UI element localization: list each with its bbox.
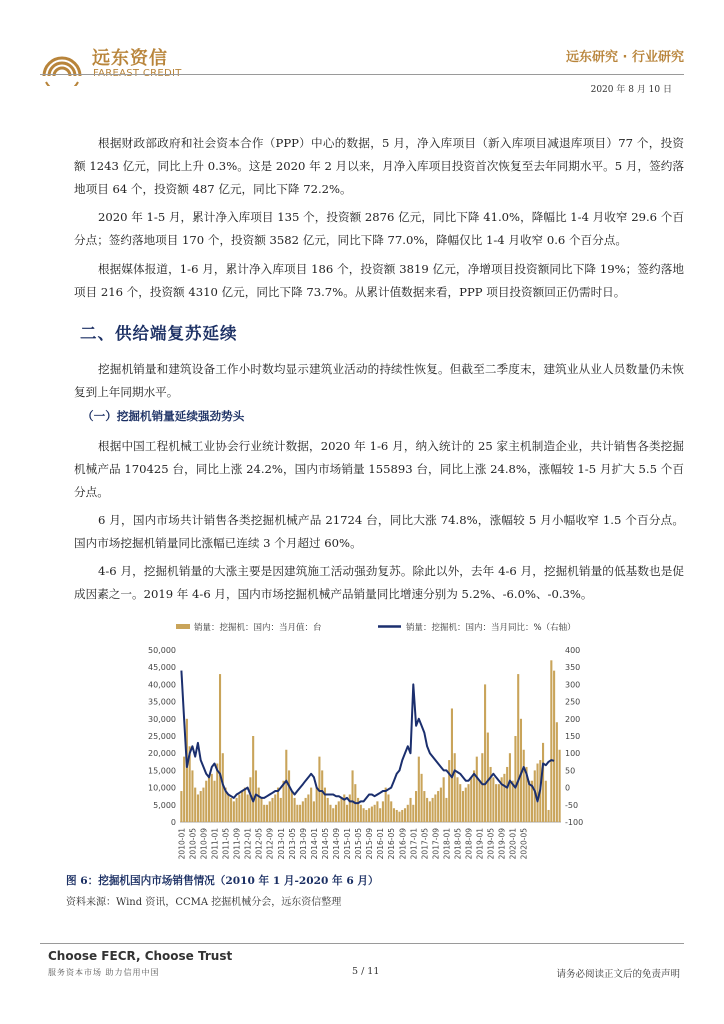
subsection-heading: （一）挖掘机销量延续强劲势头	[82, 409, 245, 423]
logo-text-cn: 远东资信	[92, 48, 168, 69]
bar	[553, 671, 555, 822]
bar	[282, 781, 284, 822]
bar	[514, 736, 516, 822]
bar	[407, 805, 409, 822]
bar	[498, 784, 500, 822]
bar	[249, 777, 251, 822]
header-divider	[40, 74, 684, 75]
bar	[523, 750, 525, 822]
bar	[211, 774, 213, 822]
x-tick-label: 2015-05	[354, 828, 364, 860]
y-left-tick-label: 40,000	[148, 680, 176, 690]
bar	[305, 798, 307, 822]
bar	[484, 684, 486, 822]
x-tick-label: 2015-09	[365, 828, 375, 860]
report-date: 2020 年 8 月 10 日	[590, 85, 672, 95]
bar	[307, 794, 309, 822]
bar	[481, 753, 483, 822]
y-right-tick-label: 150	[565, 732, 581, 741]
bar	[470, 777, 472, 822]
bar	[374, 805, 376, 822]
bar	[332, 808, 334, 822]
bar	[263, 805, 265, 822]
figure-source: 资料来源：Wind 资讯，CCMA 挖掘机械分会，远东资信整理	[66, 897, 342, 908]
bar	[487, 733, 489, 822]
bar	[503, 774, 505, 822]
x-tick-label: 2012-05	[254, 828, 264, 860]
bar	[238, 794, 240, 822]
bar	[548, 810, 550, 822]
bar	[454, 753, 456, 822]
x-tick-label: 2011-01	[210, 828, 220, 860]
bar	[186, 719, 188, 822]
bar	[462, 791, 464, 822]
excavator-sales-chart	[136, 616, 596, 871]
x-tick-label: 2019-01	[475, 828, 485, 860]
bar	[352, 770, 354, 822]
bar	[197, 794, 199, 822]
bar	[227, 794, 229, 822]
bar	[421, 774, 423, 822]
y-left-tick-label: 5,000	[153, 800, 176, 810]
y-right-tick-label: 50	[565, 766, 576, 776]
bar	[252, 736, 254, 822]
bar	[296, 805, 298, 822]
bar	[202, 788, 204, 822]
bar	[393, 808, 395, 822]
bar	[550, 660, 552, 822]
bar	[241, 791, 243, 822]
bar	[379, 808, 381, 822]
legend-bar-label: 销量：挖掘机：国内：当月值：台	[194, 623, 322, 633]
y-right-tick-label: 400	[565, 646, 581, 655]
bar	[274, 794, 276, 822]
x-tick-label: 2014-09	[331, 828, 341, 860]
x-tick-label: 2016-05	[387, 828, 397, 860]
x-tick-label: 2018-09	[464, 828, 474, 860]
x-tick-label: 2020-05	[519, 828, 529, 860]
bar	[233, 801, 235, 822]
bar	[299, 805, 301, 822]
bar	[219, 674, 221, 822]
company-logo-icon	[40, 42, 84, 86]
y-left-tick-label: 0	[170, 818, 176, 827]
bar	[495, 784, 497, 822]
bar	[258, 788, 260, 822]
x-tick-label: 2010-05	[188, 828, 198, 860]
bar	[208, 777, 210, 822]
bar	[329, 805, 331, 822]
bar	[310, 788, 312, 822]
y-right-tick-label: 250	[565, 697, 581, 707]
paragraph-excavator-h1: 根据中国工程机械工业协会行业统计数据，2020 年 1-6 月，纳入统计的 25 家主机制造企业，共计销售各类挖掘机械产品 170425 台，同比上涨 24.2%，国内市场销量 155893 台，同比上涨 24.8%，涨幅较 1-5 月扩大 5.5 个百分点。	[74, 439, 684, 499]
bar	[313, 801, 315, 822]
x-tick-label: 2011-05	[221, 828, 231, 860]
footer-disclaimer: 请务必阅读正文后的免责声明	[556, 969, 680, 980]
bar	[432, 798, 434, 822]
paragraph-excavator-q2: 4-6 月，挖掘机销量的大涨主要是因建筑施工活动强劲复苏。除此以外，去年 4-6 月，挖掘机销量的低基数也是促成因素之一。2019 年 4-6 月，国内市场挖掘机械产品销量同比增速分别为 5.2%、-6.0%、-0.3%。	[74, 564, 684, 601]
bar	[247, 794, 249, 822]
y-left-tick-label: 45,000	[148, 663, 176, 673]
bar	[506, 767, 508, 822]
x-tick-label: 2015-01	[343, 828, 353, 860]
bar	[492, 777, 494, 822]
footer-slogan: Choose FECR, Choose Trust	[48, 949, 233, 963]
x-tick-label: 2017-05	[420, 828, 430, 860]
x-tick-label: 2013-09	[298, 828, 308, 860]
bar	[445, 798, 447, 822]
paragraph-ppp-jan-jun: 根据媒体报道，1-6 月，累计净入库项目 186 个，投资额 3819 亿元，净增项目投资额同比下降 19%；签约落地项目 216 个，投资额 4310 亿元，同比下降 73.7%。从累计值数据来看，PPP 项目投资额回正仍需时日。	[74, 262, 684, 299]
bar	[423, 791, 425, 822]
paragraph-ppp-jan-may: 2020 年 1-5 月，累计净入库项目 135 个，投资额 2876 亿元，同比下降 41.0%，降幅比 1-4 月收窄 29.6 个百分点；签约落地项目 170 个，投资额 3582 亿元，同比下降 77.0%，降幅仅比 1-4 月收窄 0.6 个百分点。	[74, 210, 684, 247]
bar	[371, 807, 373, 822]
x-tick-label: 2013-05	[287, 828, 297, 860]
bar	[385, 788, 387, 822]
bar	[451, 708, 453, 822]
bar	[401, 810, 403, 822]
bar	[360, 805, 362, 822]
legend-bar-swatch	[176, 624, 190, 629]
bar	[376, 801, 378, 822]
x-tick-label: 2012-01	[243, 828, 253, 860]
bar	[183, 757, 185, 822]
bar	[365, 810, 367, 822]
x-tick-label: 2019-09	[497, 828, 507, 860]
paragraph-excavator-june: 6 月，国内市场共计销售各类挖掘机械产品 21724 台，同比大涨 74.8%，涨幅较 5 月小幅收窄 1.5 个百分点。国内市场挖掘机销量同比涨幅已连续 3 个月超过 60%。	[74, 513, 684, 550]
bar	[327, 798, 329, 822]
bar	[404, 808, 406, 822]
bar	[194, 788, 196, 822]
bar	[346, 805, 348, 822]
bar	[271, 798, 273, 822]
y-right-tick-label: 100	[565, 749, 581, 759]
bar	[467, 784, 469, 822]
x-tick-label: 2013-01	[276, 828, 286, 860]
paragraph-supply-intro: 挖掘机销量和建筑设备工作小时数均显示建筑业活动的持续性恢复。但截至二季度末，建筑业从业人员数量仍未恢复到上年同期水平。	[74, 362, 684, 399]
y-right-tick-label: -50	[565, 800, 579, 810]
bar	[412, 805, 414, 822]
bar	[418, 757, 420, 822]
bar	[368, 808, 370, 822]
x-tick-label: 2017-01	[409, 828, 419, 860]
bar	[437, 791, 439, 822]
bar	[260, 798, 262, 822]
bar	[269, 801, 271, 822]
bar	[545, 781, 547, 822]
y-right-tick-label: 350	[565, 663, 581, 673]
x-tick-label: 2018-05	[453, 828, 463, 860]
x-tick-label: 2018-01	[442, 828, 452, 860]
report-section-label: 远东研究 · 行业研究	[566, 50, 684, 65]
y-left-tick-label: 10,000	[148, 783, 176, 793]
bar	[335, 805, 337, 822]
bar	[398, 812, 400, 822]
bar	[387, 794, 389, 822]
paragraph-ppp-may: 根据财政部政府和社会资本合作（PPP）中心的数据，5 月，净入库项目（新入库项目减退库项目）77 个，投资额 1243 亿元，同比上升 0.3%。这是 2020 年 2 月以来，月净入库项目投资首次恢复至去年同期水平。5 月，签约落地项目 64 个，投资额 487 亿元，同比下降 72.2%。	[74, 136, 684, 196]
bar	[448, 760, 450, 822]
x-tick-label: 2014-05	[320, 828, 330, 860]
bar	[230, 798, 232, 822]
bar	[180, 791, 182, 822]
bar	[396, 810, 398, 822]
legend-line-label: 销量：挖掘机：国内：当月同比：%（右轴）	[406, 623, 576, 633]
bar	[440, 788, 442, 822]
section-heading: 二、供给端复苏延续	[80, 324, 238, 343]
footer-divider	[40, 943, 684, 944]
y-right-tick-label: 200	[565, 714, 581, 724]
bar	[542, 743, 544, 822]
bar	[205, 781, 207, 822]
x-tick-label: 2016-09	[398, 828, 408, 860]
bar	[288, 770, 290, 822]
bar	[338, 801, 340, 822]
figure-caption: 图 6：挖掘机国内市场销售情况（2010 年 1 月-2020 年 6 月）	[66, 875, 379, 887]
x-tick-label: 2020-01	[508, 828, 518, 860]
y-left-tick-label: 15,000	[148, 766, 176, 776]
bar	[443, 777, 445, 822]
bar	[340, 798, 342, 822]
bar	[473, 770, 475, 822]
bar	[556, 722, 558, 822]
bar	[512, 781, 514, 822]
bar	[236, 798, 238, 822]
bar	[349, 794, 351, 822]
y-right-tick-label: 300	[565, 680, 581, 690]
x-tick-label: 2014-01	[309, 828, 319, 860]
bar	[302, 801, 304, 822]
x-tick-label: 2017-09	[431, 828, 441, 860]
bar	[528, 781, 530, 822]
x-tick-label: 2010-01	[177, 828, 187, 860]
y-right-tick-label: 0	[565, 783, 571, 793]
bar	[429, 801, 431, 822]
bar	[191, 770, 193, 822]
x-tick-label: 2010-09	[199, 828, 209, 860]
bar	[509, 753, 511, 822]
bar	[390, 801, 392, 822]
x-tick-label: 2011-09	[232, 828, 242, 860]
x-tick-label: 2012-09	[265, 828, 275, 860]
bar	[285, 750, 287, 822]
bar	[459, 784, 461, 822]
bar	[479, 781, 481, 822]
footer-subslogan: 服务资本市场 助力信用中国	[48, 968, 160, 977]
y-left-tick-label: 35,000	[148, 697, 176, 707]
bar	[426, 798, 428, 822]
y-left-tick-label: 25,000	[148, 732, 176, 741]
bar	[536, 764, 538, 822]
bar	[200, 791, 202, 822]
bar	[280, 798, 282, 822]
bar	[476, 757, 478, 822]
y-left-tick-label: 30,000	[148, 714, 176, 724]
bar	[409, 798, 411, 822]
bar	[291, 791, 293, 822]
bar	[415, 791, 417, 822]
bar	[213, 781, 215, 822]
bar	[434, 794, 436, 822]
x-tick-label: 2016-01	[376, 828, 386, 860]
bar	[277, 788, 279, 822]
bar	[316, 788, 318, 822]
y-right-tick-label: -100	[565, 818, 584, 827]
y-left-tick-label: 20,000	[148, 749, 176, 759]
y-left-tick-label: 50,000	[148, 646, 176, 655]
bar	[266, 805, 268, 822]
page-number: 5 / 11	[352, 966, 380, 977]
bar	[517, 674, 519, 822]
bar	[244, 788, 246, 822]
yoy-growth-line	[181, 671, 554, 804]
bar	[321, 770, 323, 822]
bar	[559, 750, 561, 822]
x-tick-label: 2019-05	[486, 828, 496, 860]
bar	[382, 801, 384, 822]
bar	[456, 777, 458, 822]
bar	[363, 808, 365, 822]
bar	[294, 798, 296, 822]
bar	[465, 788, 467, 822]
